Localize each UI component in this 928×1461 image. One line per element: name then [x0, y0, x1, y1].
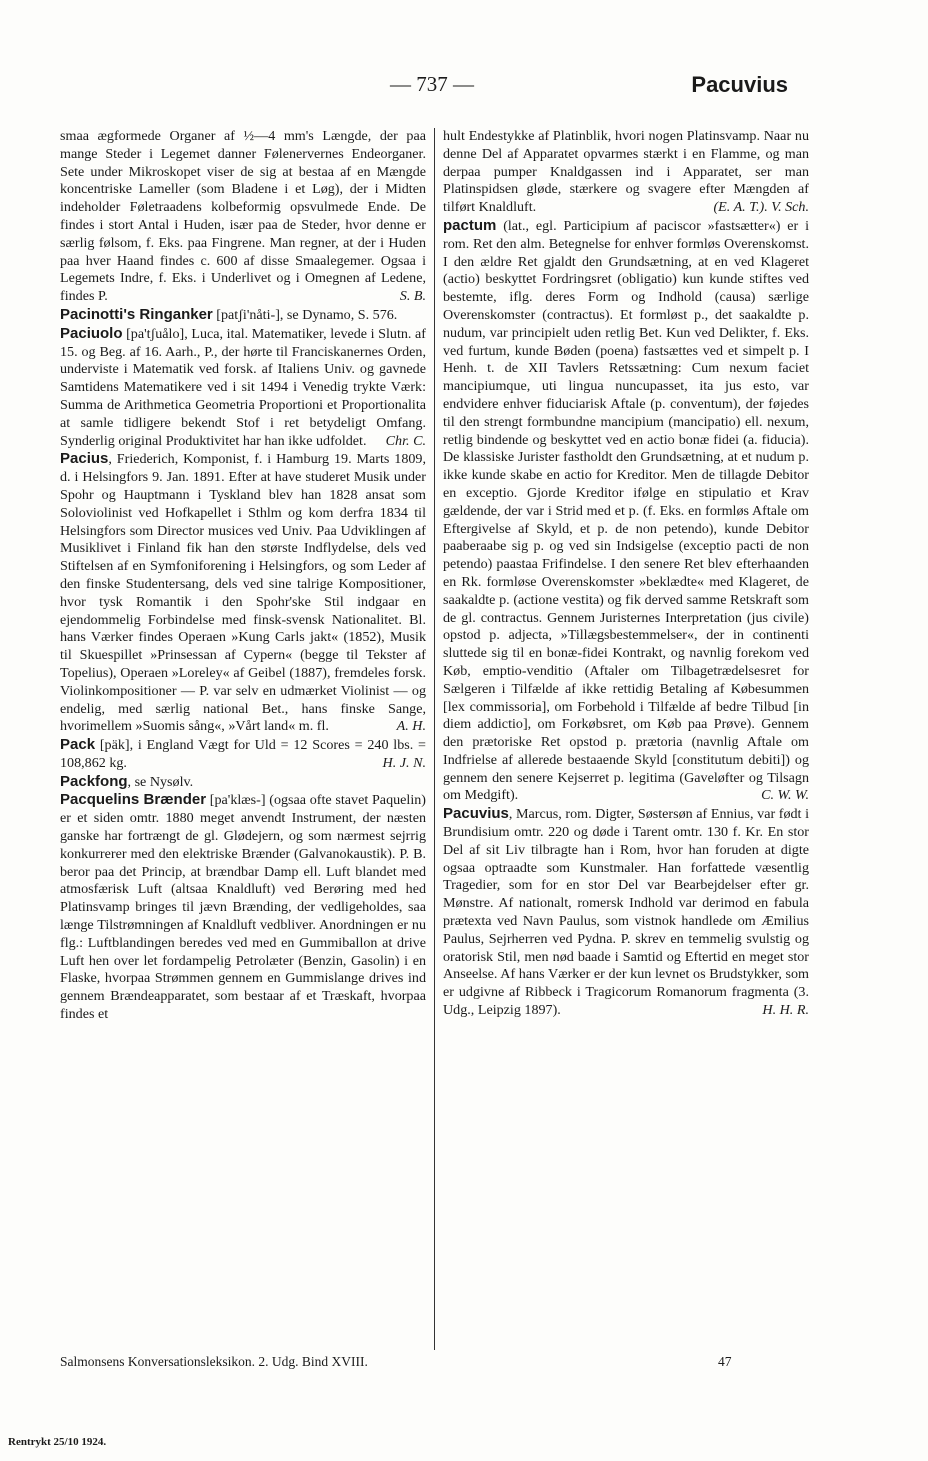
entry-headword: Pacinotti's Ringanker — [60, 305, 213, 323]
entry-signature: A. H. — [396, 718, 426, 735]
entry-pactum — [443, 217, 809, 805]
entry-headword: Packfong — [60, 772, 128, 790]
footer-title: Salmonsens Konversationsleksikon. 2. Udg. Bind XVIII. — [60, 1354, 368, 1369]
entry-headword: Pacquelins Brænder — [60, 791, 207, 809]
sheet-number: 47 — [718, 1354, 732, 1369]
entry-pacinotti — [60, 306, 426, 325]
entry-text: [patʃi'nåti-], se Dynamo, S. 576. — [212, 306, 398, 323]
entry-headword: Pack — [60, 736, 96, 754]
entry-text: [päk], i England Vægt for Uld = 12 Scores = 240 lbs. = 108,862 kg. — [60, 737, 426, 771]
entry-signature: H. J. N. — [382, 754, 426, 771]
page-number: — 737 — — [390, 72, 474, 96]
entry-pacuvius — [443, 805, 809, 1020]
entry-signature: H. H. R. — [762, 1002, 809, 1019]
entry-pacquelin-cont — [443, 128, 809, 217]
right-column — [443, 128, 809, 1020]
entry-text: , se Nysølv. — [127, 773, 194, 790]
entry-signature: S. B. — [399, 288, 426, 305]
left-column — [60, 128, 426, 1024]
entry-pack — [60, 736, 426, 773]
entry-text: , Marcus, rom. Digter, Søstersøn af Ennius, var født i Brundisium omtr. 220 og døde i Tarent omtr. 130 f. Kr. En stor Del af sit Liv tilbragte han i Rom, hvor han foruden at digte ogsaa optraadte som Kunstmaler. Han forfattede væsentlig Tragedier, som for en stor Del var Bearbejdelser efter gr. Mønstre. Af nationalt, romersk Indhold var derimod en fabula prætexta ved Navn Paulus, som vistnok handlede om Æmilius Paulus, Sejrherren ved Pydna. P. skrev en temmelig svulstig og oratorisk Stil, men nød baade i Samtid og Eftertid en meget stor Anseelse. Af hans Værker er der kun levnet os Brudstykker, som er udgivne af Ribbeck i Tragicorum Romanorum fragmenta (3. Udg., Leipzig 1897). — [443, 806, 809, 1019]
entry-headword: pactum — [443, 216, 497, 234]
entry-text: hult Endestykke af Platinblik, hvori nogen Platinsvamp. Naar nu denne Del af Apparatet opvarmes stærkt i en Flamme, og man derpaa pumper Knaldgassen ind i Apparatet, ser man Platinspidsen gløde, stærkere og svagere efter Mængden af tilført Knaldluft. — [443, 128, 809, 216]
entry-signature: (E. A. T.). V. Sch. — [713, 199, 809, 216]
entry-text: , Friederich, Komponist, f. i Hamburg 19. Marts 1809, d. i Helsingfors 9. Jan. 1891. Efter at have studeret Musik under Spohr og Hauptmann i Tyskland blev han 1828 ansat som Soloviolinist ved Hofkapellet i Sthlm og kom derfra 1834 til Helsingfors som Director musices ved Univ. Paa Udviklingen af Musiklivet i Finland fik han den største Indflydelse, dels ved Stiftelsen af en Symfoniforening i Helsingfors, og som Leder af den finske Studentersang, dels ved sine talrige Kompositioner, hvor tysk Romantik i den Spohr'ske Stil indgaar en ejendommelig Forbindelse med finsk-svensk Nationalitet. Bl. hans Værker findes Operaen »Kung Carls jakt« (1852), Musik til Skuespillet »Prinsessan af Cypern« (begge til Tekster af Topelius), Operaen »Loreley« af Geibel (1887), fremdeles forsk. Violinkompositioner — P. var selv en udmærket Violinist — og endelig, med særlig national Bet., hans finske Sange, hvorimellem »Suomis sång«, »Vårt land« m. fl. — [60, 451, 426, 735]
entry-packfong — [60, 773, 426, 792]
column-divider — [434, 128, 435, 1350]
entry-pacquelin — [60, 791, 426, 1023]
entry-intro — [60, 128, 426, 306]
running-head: Pacuvius — [691, 72, 788, 97]
entry-headword: Pacuvius — [443, 805, 509, 823]
entry-headword: Paciuolo — [60, 324, 123, 342]
entry-signature: C. W. W. — [761, 787, 809, 804]
entry-text: smaa ægformede Organer af ½—4 mm's Længde, der paa mange Steder i Legemet danner Følenervernes Endeorganer. Sete under Mikroskopet viser de sig at bestaa af en Mængde koncentriske Lameller (som Bladene i et Løg), der i Midten indeholder Føletraadens kolbeformig opsvulmede Ende. De findes i stort Antal i Huden, især paa de Steder, hvor denne er særlig følsom, f. Eks. paa Fingrene. Man regner, at der i Huden paa hver Haand findes c. 600 af disse Smaalegemer. Ogsaa i Legemets Indre, f. Eks. i Underlivet og i Omegnen af Ledene, findes P. — [60, 128, 426, 305]
reprint-note: Rentrykt 25/10 1924. — [8, 1436, 107, 1448]
page-header — [0, 72, 928, 102]
entry-paciuolo — [60, 325, 426, 451]
entry-headword: Pacius — [60, 450, 109, 468]
entry-pacius — [60, 450, 426, 736]
entry-text: (lat., egl. Participium af paciscor »fastsætter«) er i rom. Ret den alm. Betegnelse for enhver formløs Overenskomst. I den ældre Ret gjaldt den Grundsætning, at en ved Klageret (actio) beskyttet Fordringsret (obligatio) kun kunde stiftes ved bestemte, iflg. deres Form og Indhold (causa) særlige Overenskomster (contractus). Et formløst p., det saakaldte p. nudum, var principielt uden retlig Bet. Kun ved Delikter, f. Eks. ved furtum, kunde Bøden (poena) fastsættes ved et simpelt p. I Henh. t. de XII Tavlers Retssætning: Cum nexum faciet mancipiumque, uti lingua nuncupasset, ita jus esto, var endvidere enhver fiduciarisk Aftale (p. conventum), der føjedes til den strengt formbundne mancipium (mancipatio) ell. nexum, retlig bindende og beskyttet ved en actio bonæ fidei (a. fiducia). De klassiske Jurister fastholdt den Grundsætning, at et nudum p. ikke kunde skabe en actio for Kreditor. Men de tillagde Debitor en exceptio. Gjorde Kreditor ifølge en stipulatio et Krav gældende, der var i Strid med et p. (f. Eks. en formløs Aftale om Eftergivelse af Skyld, et p. de non petendo), kunde Debitor paaberaabe sig p. og ved sin Indsigelse (exceptio pacti de non petendo) paastaa Frifindelse. I den senere Ret blev efterhaanden en Rk. formløse Overenskomster »beklædte« med Klageret, de saakaldte p. (actione vestita) og fik derved samme Retskraft som de gl. contractus. Gennem Juristernes Interpretation (jus civile) opstod p. adjecta, »Tillægsbestemmelser«, der in continenti sluttede sig til en bonæ-fidei Kontrakt, og navnlig forekom ved Køb, emptio-venditio (Aftaler om Tilbagetrædelsesret for Sælgeren i Tilfælde af ikke rettidig Betaling af Købesummen [lex commissoria], om Forbehold i Tilfælde af bedre Tilbud [in diem addictio], om Forkøbsret, om Køb paa Prøve). Gennem den prætoriske Ret opstod p. prætoria (navnlig Aftale om Indfrielse af allerede bestaaende Skyld [constitutum debiti]) og gennem den senere Kejserret p. legitima (Gaveløfter og Tilsagn om Medgift). — [443, 217, 809, 804]
entry-text: [pa'tʃuålo], Luca, ital. Matematiker, levede i Slutn. af 15. og Beg. af 16. Aarh., P., der hørte til Franciskanernes Orden, underviste i Matematik ved forsk. af Italiens Univ. og gavnede Samtidens Matematikere ved i sit 1494 i Venedig trykte Værk: Summa de Arithmetica Geometria Proportioni et Proportionalita at samle tidligere bekendt Stof i ret betydeligt Omfang. Synderlig original Produktivitet har han ikke udfoldet. — [60, 325, 426, 449]
entry-signature: Chr. C. — [385, 432, 426, 449]
entry-text: [pa'klæs-] (ogsaa ofte stavet Paquelin) er et siden omtr. 1880 meget anvendt Instrument, der næsten ganske har fortrængt de gl. Glødejern, og som nærmest sejrrig konkurrerer med den elektriske Brænder (Galvanokaustik). P. B. beror paa det Princip, at brændbar Damp ell. Luft blandet med atmosfærisk Luft (altsaa Knaldluft) ved Berøring med hed Platinsvamp bringes til jævn Brænding, der vedligeholdes, saa længe Tilstrømningen af Knaldluft vedbliver. Anordningen er nu flg.: Luftblandingen beredes ved med en Gummiballon at drive Luft hen over let fordampelig Petrolæter (Benzin, Gasolin) i en Flaske, hvorpaa Strømmen gennem en Gummislange drives ind gennem Brændeapparatet, som bestaar af et Træskaft, hvorpaa findes et — [60, 792, 426, 1023]
